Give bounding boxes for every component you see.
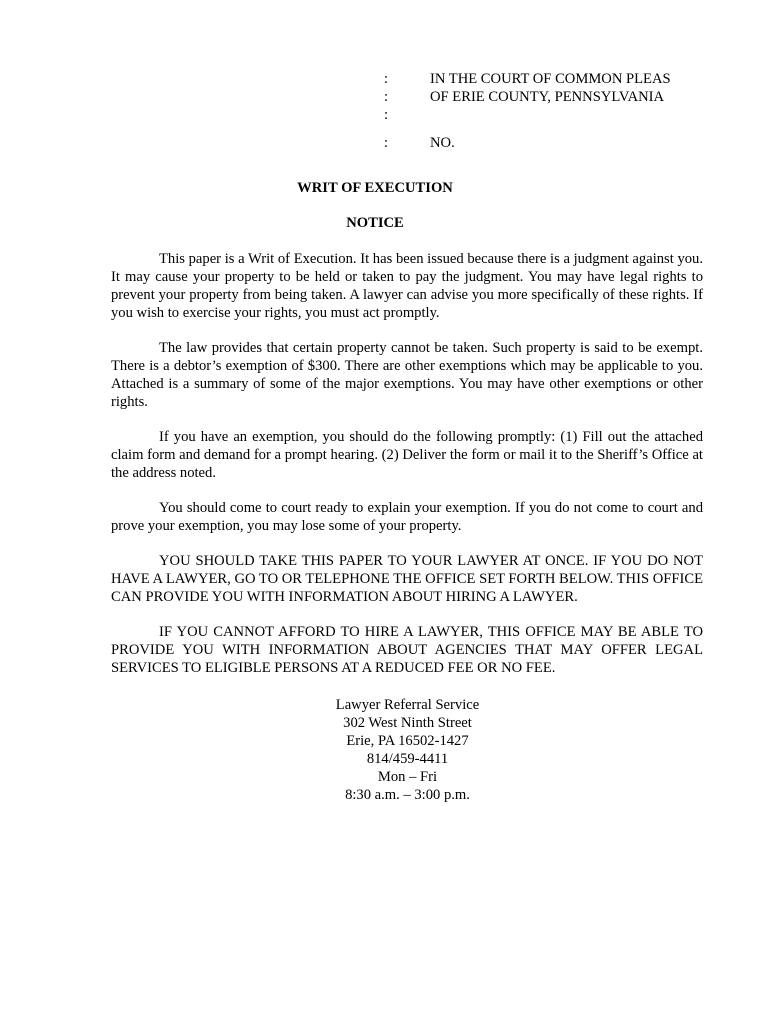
caption-colon: : [384, 71, 389, 87]
case-number-label: NO. [430, 135, 455, 151]
notice-title: NOTICE [346, 215, 404, 231]
court-name-line-2: OF ERIE COUNTY, PENNSYLVANIA [430, 89, 665, 105]
address-hours: 8:30 a.m. – 3:00 p.m. [345, 787, 470, 803]
lawyer-referral-address [0, 696, 770, 804]
address-city-state-zip: Erie, PA 16502-1427 [346, 733, 469, 749]
caption-colon: : [384, 107, 389, 123]
paragraph-take-to-lawyer: YOU SHOULD TAKE THIS PAPER TO YOUR LAWYER AT ONCE. IF YOU DO NOT HAVE A LAWYER, GO TO OR TELEPHONE THE OFFICE SET FORTH BELOW. THIS OFFICE CAN PROVIDE YOU WITH INFORMATION ABOUT HIRING A LAWYER. [111, 553, 703, 605]
caption-colon: : [384, 135, 389, 151]
address-days: Mon – Fri [377, 769, 438, 785]
caption-row [378, 134, 738, 152]
paragraph-writ-issued: This paper is a Writ of Execution. It has been issued because there is a judgment against you. It may cause your property to be held or taken to pay the judgment. You may have legal rights to prevent your property from being taken. A lawyer can advise you more specifically of these rights. If you wish to exercise your rights, you must act promptly. [111, 251, 703, 321]
court-caption [378, 70, 738, 152]
writ-title: WRIT OF EXECUTION [297, 180, 453, 196]
paragraph-claim-exemption: If you have an exemption, you should do the following promptly: (1) Fill out the attached claim form and demand for a prompt hearing. (2) Deliver the form or mail it to the Sheriff’s Office at the address noted. [111, 429, 703, 481]
address-street: 302 West Ninth Street [343, 715, 472, 731]
caption-row [378, 106, 738, 124]
paragraph-cannot-afford-lawyer: IF YOU CANNOT AFFORD TO HIRE A LAWYER, THIS OFFICE MAY BE ABLE TO PROVIDE YOU WITH INFORMATION ABOUT AGENCIES THAT MAY OFFER LEGAL SERVICES TO ELIGIBLE PERSONS AT A REDUCED FEE OR NO FEE. [111, 624, 703, 676]
caption-row [378, 70, 738, 88]
address-phone: 814/459-4411 [366, 751, 449, 767]
caption-row [378, 88, 738, 106]
caption-colon: : [384, 89, 389, 105]
notice-body [111, 250, 703, 694]
address-organization: Lawyer Referral Service [335, 697, 480, 713]
paragraph-exempt-property: The law provides that certain property cannot be taken. Such property is said to be exempt. There is a debtor’s exemption of $300. There are other exemptions which may be applicable to you. Attached is a summary of some of the major exemptions. You may have other exemptions or other rights. [111, 340, 703, 410]
court-name-line-1: IN THE COURT OF COMMON PLEAS [430, 71, 671, 87]
caption-blank-line [430, 106, 738, 124]
paragraph-come-to-court: You should come to court ready to explain your exemption. If you do not come to court and prove your exemption, you may lose some of your property. [111, 500, 703, 534]
